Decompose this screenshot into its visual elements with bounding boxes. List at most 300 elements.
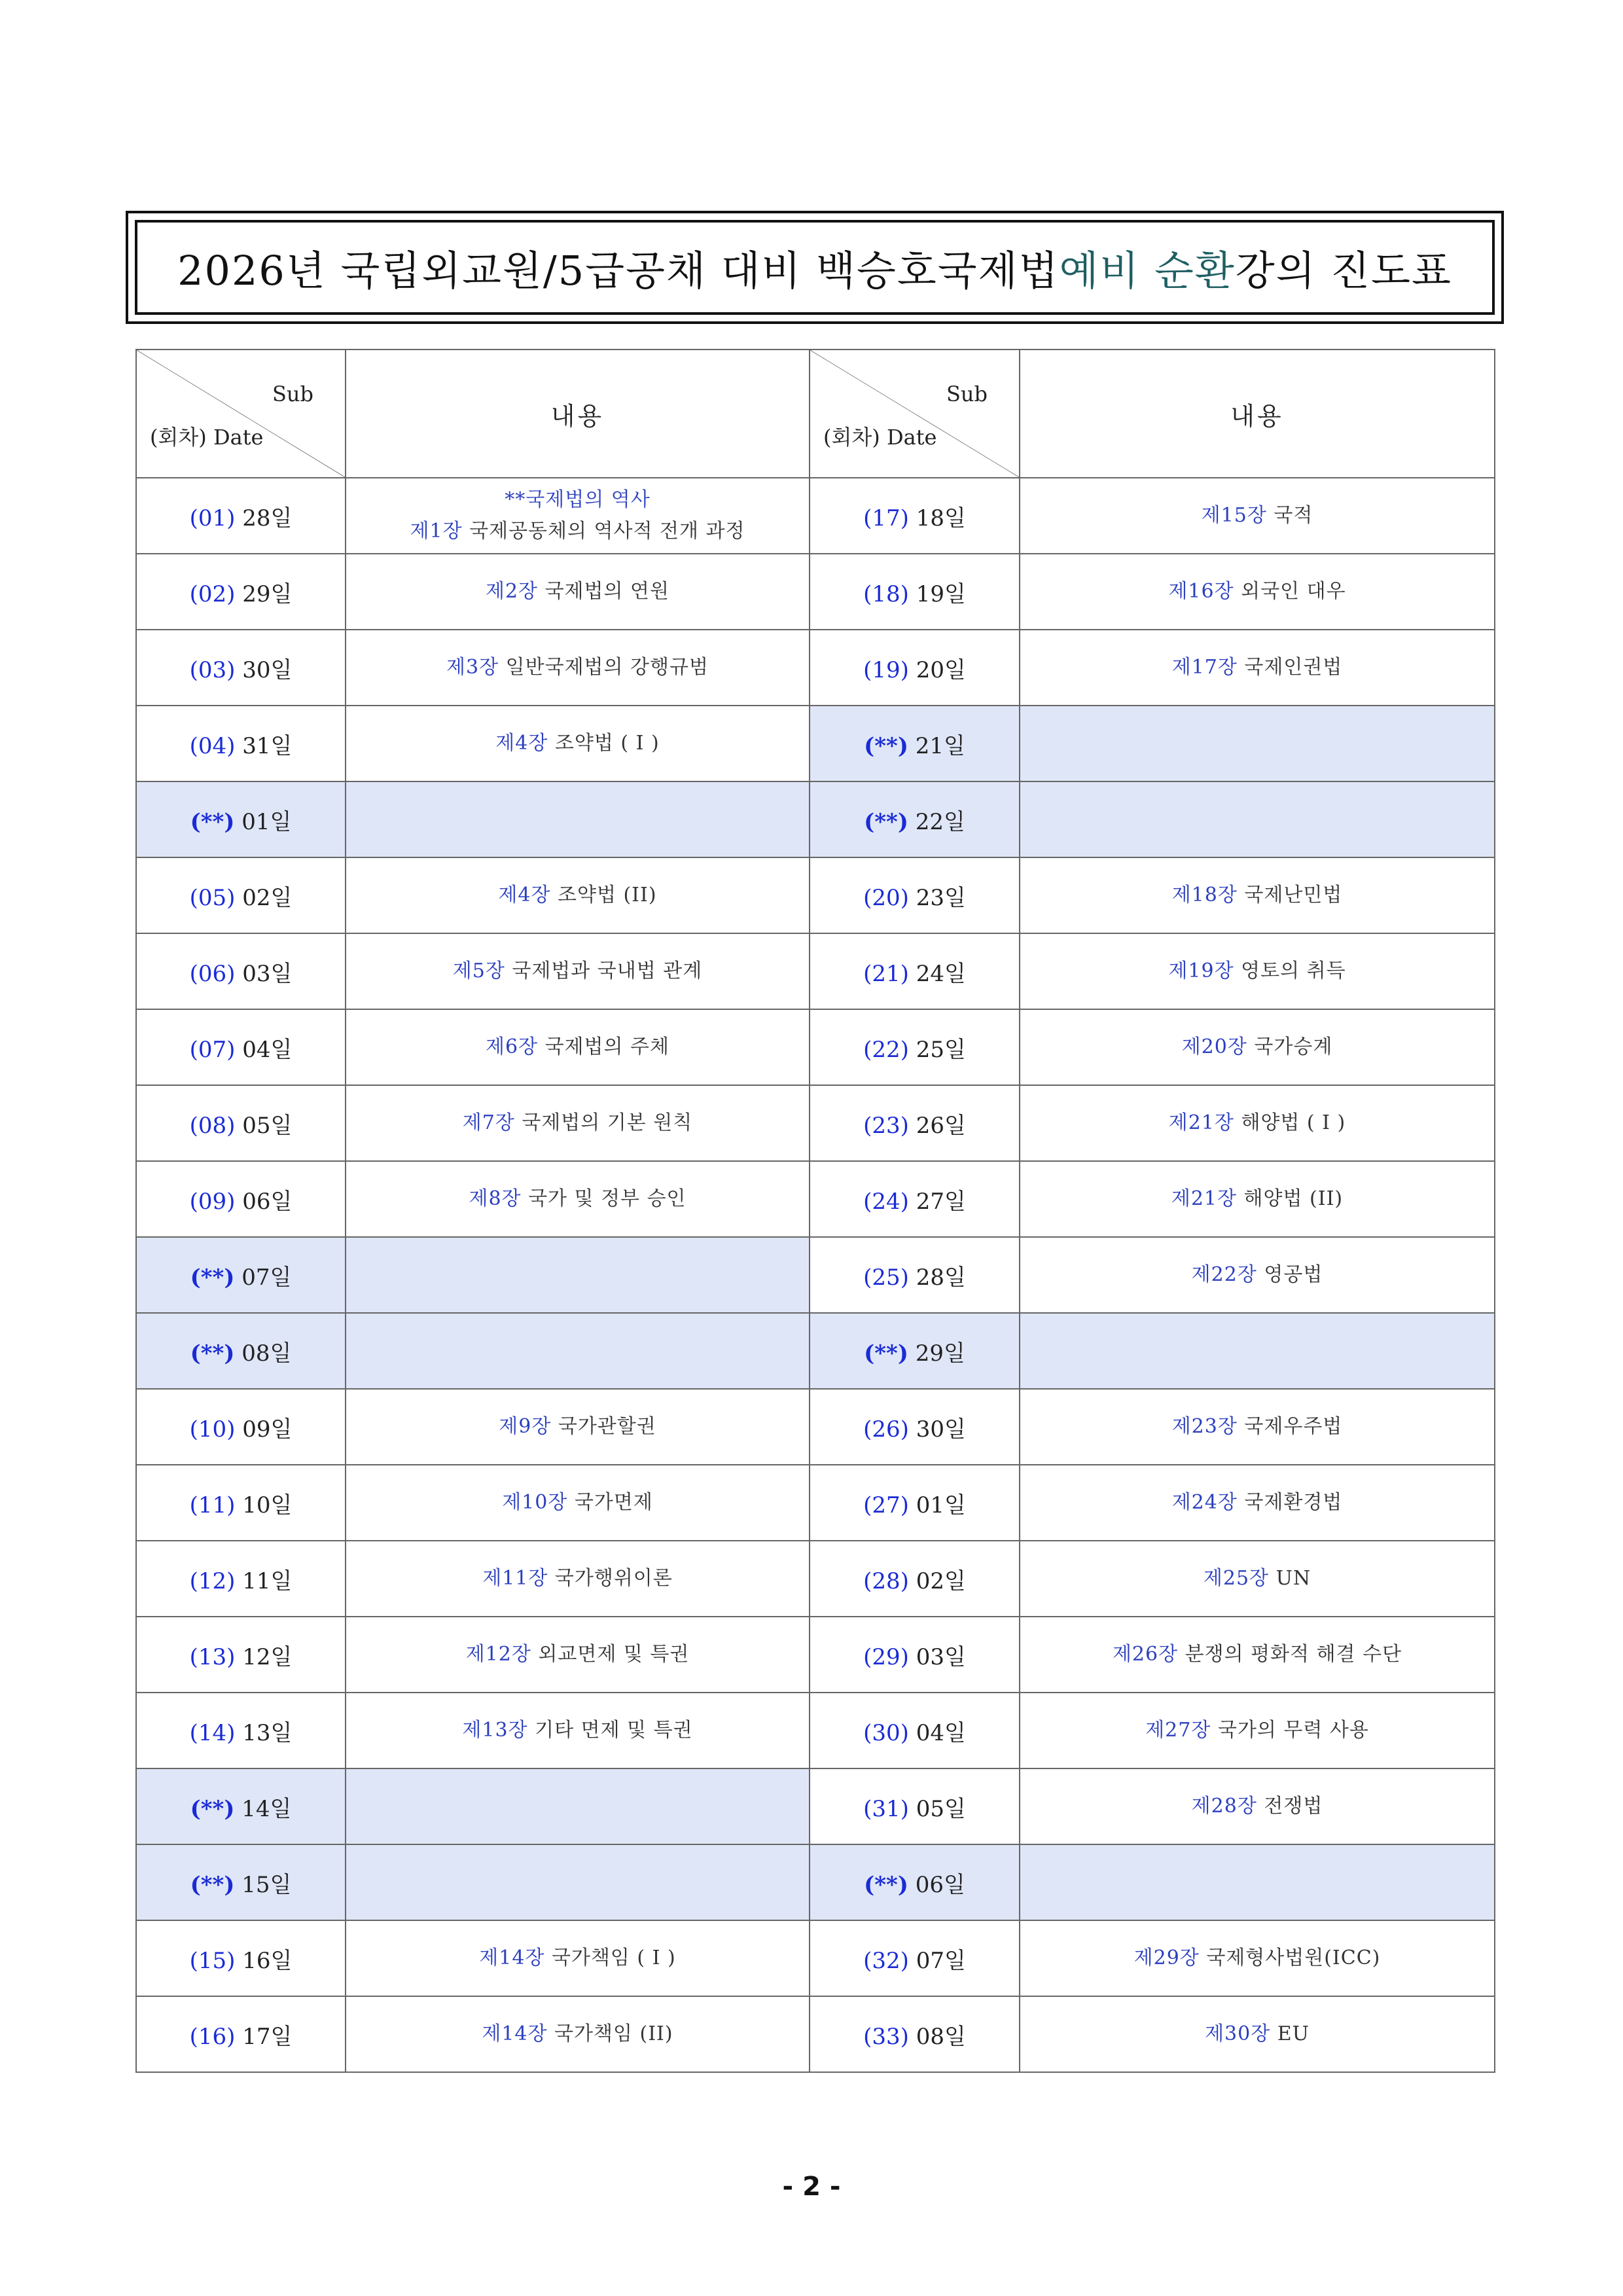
chapter-number: 제18장 <box>1171 884 1238 906</box>
session-number: (05) <box>189 884 236 911</box>
chapter-number: 제1장 <box>410 520 463 543</box>
session-date <box>864 733 965 759</box>
session-day: 10일 <box>242 1492 293 1518</box>
chapter-number: 제26장 <box>1112 1643 1179 1666</box>
title-frame <box>126 211 1504 324</box>
session-content-cell <box>1020 1465 1495 1541</box>
session-content-cell <box>346 1009 810 1085</box>
session-date-cell <box>136 1541 346 1617</box>
session-date-cell <box>810 630 1020 706</box>
session-content-cell <box>1020 554 1495 630</box>
header-sub-label: Sub <box>272 382 313 406</box>
session-content <box>1020 1791 1494 1822</box>
session-content-cell <box>1020 1009 1495 1085</box>
header-date-label: (회차) Date <box>150 425 264 450</box>
session-number: (10) <box>189 1416 236 1443</box>
session-day: 27일 <box>916 1188 966 1215</box>
session-content-cell <box>346 1161 810 1237</box>
table-row <box>136 1237 1495 1313</box>
chapter-number: 제15장 <box>1201 504 1267 527</box>
session-day: 01일 <box>241 808 292 835</box>
chapter-line <box>346 1487 809 1518</box>
session-number: (21) <box>863 960 909 987</box>
session-day: 04일 <box>916 1719 966 1746</box>
header-sub-label: Sub <box>946 382 988 406</box>
chapter-line <box>1020 1259 1494 1291</box>
session-date-cell <box>136 1085 346 1161</box>
section-label: **국제법의 역사 <box>505 488 651 511</box>
session-date-cell <box>810 1465 1020 1541</box>
session-date-cell <box>136 781 346 857</box>
session-day: 26일 <box>916 1112 966 1139</box>
chapter-line <box>346 1563 809 1594</box>
session-date <box>863 885 966 911</box>
session-day: 20일 <box>916 656 966 683</box>
session-day: 13일 <box>242 1719 293 1746</box>
session-date-cell <box>136 554 346 630</box>
session-number: (30) <box>863 1719 909 1746</box>
session-number: (33) <box>863 2023 909 2050</box>
session-date <box>863 1568 966 1594</box>
session-content-cell <box>346 1465 810 1541</box>
session-date-cell <box>136 706 346 781</box>
session-content-cell <box>1020 1161 1495 1237</box>
chapter-line <box>1020 1563 1494 1594</box>
chapter-line <box>1020 576 1494 607</box>
session-content <box>1020 1715 1494 1746</box>
chapter-line <box>1020 1715 1494 1746</box>
chapter-number: 제10장 <box>502 1491 568 1514</box>
chapter-topic: 해양법 (II) <box>1243 1187 1344 1210</box>
chapter-line <box>346 728 809 759</box>
chapter-topic: 영토의 취득 <box>1241 960 1346 982</box>
session-day: 18일 <box>916 505 966 531</box>
schedule-table <box>135 349 1495 2073</box>
session-content <box>346 956 809 987</box>
session-content-cell <box>1020 1541 1495 1617</box>
session-content-cell <box>1020 1237 1495 1313</box>
header-content-label: 내용 <box>550 401 605 431</box>
table-row <box>136 781 1495 857</box>
session-date <box>190 505 293 531</box>
session-day: 05일 <box>242 1112 293 1139</box>
session-day: 21일 <box>915 732 965 759</box>
chapter-number: 제8장 <box>469 1187 522 1210</box>
chapter-topic: 국가승계 <box>1254 1035 1333 1058</box>
session-content-cell <box>1020 1693 1495 1768</box>
chapter-topic: 외교면제 및 특권 <box>538 1643 690 1666</box>
chapter-topic: 영공법 <box>1264 1263 1323 1286</box>
session-day: 08일 <box>241 1340 292 1367</box>
session-content <box>346 728 809 759</box>
session-day: 08일 <box>916 2023 966 2050</box>
session-date <box>863 581 966 607</box>
chapter-topic: 국가책임 (II) <box>554 2022 673 2045</box>
chapter-line <box>1020 1107 1494 1139</box>
session-content-cell <box>1020 1996 1495 2072</box>
session-date <box>190 1872 292 1898</box>
chapter-topic: 국가관할권 <box>558 1415 656 1438</box>
session-content <box>1020 576 1494 607</box>
session-date-cell <box>136 1389 346 1465</box>
session-content <box>346 576 809 607</box>
chapter-line <box>1020 1031 1494 1063</box>
session-day: 04일 <box>242 1036 293 1063</box>
chapter-topic: 국가행위이론 <box>554 1567 673 1590</box>
session-date-cell <box>810 1313 1020 1389</box>
page-title <box>135 220 1495 315</box>
session-number: (**) <box>190 1871 235 1898</box>
session-number: (13) <box>189 1643 236 1670</box>
session-content-cell <box>1020 706 1495 781</box>
chapter-topic: 국제난민법 <box>1244 884 1343 906</box>
session-day: 29일 <box>915 1340 965 1367</box>
session-date <box>863 1189 966 1215</box>
session-number: (15) <box>189 1947 236 1974</box>
header-row <box>136 350 1495 478</box>
session-content-cell <box>1020 1844 1495 1920</box>
session-content-cell <box>346 781 810 857</box>
chapter-number: 제24장 <box>1171 1491 1238 1514</box>
session-content-cell <box>346 933 810 1009</box>
chapter-line <box>1020 1943 1494 1974</box>
session-content <box>346 1411 809 1443</box>
session-content-cell <box>346 1085 810 1161</box>
session-date <box>863 961 966 987</box>
session-date <box>190 2024 293 2050</box>
session-day: 24일 <box>916 960 966 987</box>
session-number: (**) <box>864 732 908 759</box>
session-content <box>1020 652 1494 683</box>
session-number: (32) <box>863 1947 909 1974</box>
chapter-line <box>346 1411 809 1443</box>
chapter-number: 제9장 <box>499 1415 552 1438</box>
chapter-number: 제4장 <box>498 884 551 906</box>
header-date-right <box>810 350 1020 478</box>
session-date-cell <box>810 706 1020 781</box>
session-date <box>190 1720 293 1746</box>
session-number: (20) <box>863 884 909 911</box>
session-number: (12) <box>189 1568 236 1594</box>
session-date-cell <box>810 1085 1020 1161</box>
session-date-cell <box>136 1768 346 1844</box>
chapter-line <box>346 1639 809 1670</box>
session-number: (24) <box>863 1188 909 1215</box>
table-row <box>136 1085 1495 1161</box>
session-content <box>346 1943 809 1974</box>
session-date <box>190 733 293 759</box>
session-date-cell <box>810 933 1020 1009</box>
session-content-cell <box>1020 1085 1495 1161</box>
chapter-number: 제27장 <box>1145 1719 1211 1742</box>
session-date-cell <box>136 1844 346 1920</box>
session-day: 05일 <box>916 1795 966 1822</box>
session-day: 03일 <box>916 1643 966 1670</box>
chapter-line <box>1020 652 1494 683</box>
chapter-line <box>346 956 809 987</box>
session-date <box>190 1037 293 1063</box>
session-date-cell <box>136 857 346 933</box>
chapter-number: 제16장 <box>1168 580 1234 603</box>
session-content-cell <box>1020 1920 1495 1996</box>
session-content <box>1020 1943 1494 1974</box>
session-day: 12일 <box>242 1643 293 1670</box>
session-number: (07) <box>189 1036 236 1063</box>
session-date <box>190 1265 292 1291</box>
session-date <box>190 809 292 835</box>
session-content <box>346 2018 809 2050</box>
session-content-cell <box>346 1920 810 1996</box>
session-content-cell <box>1020 478 1495 554</box>
chapter-line <box>346 1107 809 1139</box>
header-content-left <box>346 350 810 478</box>
session-day: 31일 <box>242 732 293 759</box>
session-content <box>1020 880 1494 911</box>
session-day: 28일 <box>916 1264 966 1291</box>
chapter-topic: 국가의 무력 사용 <box>1217 1719 1369 1742</box>
table-row <box>136 1161 1495 1237</box>
session-content <box>346 1107 809 1139</box>
session-content <box>346 1563 809 1594</box>
session-day: 07일 <box>916 1947 966 1974</box>
session-date-cell <box>810 1844 1020 1920</box>
header-content-label: 내용 <box>1230 401 1284 431</box>
session-content <box>1020 1639 1494 1670</box>
table-row <box>136 1693 1495 1768</box>
session-date <box>863 2024 966 2050</box>
session-content <box>346 1639 809 1670</box>
session-date-cell <box>136 1693 346 1768</box>
session-number: (16) <box>189 2023 236 2050</box>
chapter-topic: 국제법의 연원 <box>544 580 669 603</box>
chapter-topic: 조약법 (II) <box>558 884 657 906</box>
session-number: (03) <box>189 656 236 683</box>
session-date-cell <box>136 478 346 554</box>
table-row <box>136 630 1495 706</box>
session-date <box>863 1037 966 1063</box>
session-day: 19일 <box>916 581 966 607</box>
chapter-topic: 국제우주법 <box>1244 1415 1343 1438</box>
chapter-number: 제7장 <box>462 1111 515 1134</box>
session-content-cell <box>1020 1313 1495 1389</box>
session-number: (19) <box>863 656 909 683</box>
chapter-topic: 국제법과 국내법 관계 <box>512 960 703 982</box>
session-date <box>190 1796 292 1822</box>
session-number: (18) <box>863 581 909 607</box>
chapter-number: 제30장 <box>1205 2022 1271 2045</box>
chapter-number: 제3장 <box>446 656 499 679</box>
session-date-cell <box>136 1009 346 1085</box>
session-date-cell <box>136 630 346 706</box>
session-date-cell <box>810 1617 1020 1693</box>
page-number: - 2 - <box>782 2172 841 2202</box>
session-content <box>1020 1487 1494 1518</box>
session-date <box>864 1340 965 1367</box>
table-row <box>136 857 1495 933</box>
session-date <box>190 1340 292 1367</box>
chapter-number: 제11장 <box>482 1567 548 1590</box>
chapter-line <box>346 1031 809 1063</box>
table-row <box>136 1541 1495 1617</box>
chapter-topic: EU <box>1277 2022 1310 2045</box>
session-date-cell <box>136 1920 346 1996</box>
session-date <box>863 657 966 683</box>
session-date <box>190 581 293 607</box>
title-part2: 강의 진도표 <box>1235 247 1452 295</box>
session-content-cell <box>1020 857 1495 933</box>
session-number: (27) <box>863 1492 909 1518</box>
header-date-label: (회차) Date <box>823 425 937 450</box>
session-day: 28일 <box>242 505 293 531</box>
session-date <box>190 1568 293 1594</box>
session-day: 23일 <box>916 884 966 911</box>
session-date-cell <box>136 1237 346 1313</box>
session-date <box>863 1492 966 1518</box>
session-content <box>1020 1411 1494 1443</box>
session-date <box>863 505 966 531</box>
session-content <box>1020 956 1494 987</box>
session-day: 30일 <box>916 1416 966 1443</box>
session-content-cell <box>346 1844 810 1920</box>
session-date-cell <box>810 478 1020 554</box>
session-content-cell <box>346 478 810 554</box>
session-date-cell <box>810 1920 1020 1996</box>
session-date-cell <box>810 1996 1020 2072</box>
session-date <box>190 657 293 683</box>
session-content <box>1020 1183 1494 1215</box>
session-content-cell <box>1020 933 1495 1009</box>
session-day: 15일 <box>241 1871 292 1898</box>
chapter-topic: 조약법 ( I ) <box>554 732 660 755</box>
session-date-cell <box>136 1465 346 1541</box>
session-content-cell <box>346 1541 810 1617</box>
session-day: 06일 <box>242 1188 293 1215</box>
chapter-line <box>1020 880 1494 911</box>
session-content-cell <box>346 1768 810 1844</box>
session-content-cell <box>346 1389 810 1465</box>
session-content-cell <box>1020 1768 1495 1844</box>
session-date-cell <box>810 554 1020 630</box>
table-row <box>136 1389 1495 1465</box>
chapter-topic: 분쟁의 평화적 해결 수단 <box>1185 1643 1402 1666</box>
session-date <box>864 1872 965 1898</box>
chapter-number: 제23장 <box>1171 1415 1238 1438</box>
session-day: 09일 <box>242 1416 293 1443</box>
session-date <box>190 1492 293 1518</box>
session-number: (01) <box>189 505 236 531</box>
chapter-topic: 국제형사법원(ICC) <box>1206 1946 1381 1969</box>
session-date-cell <box>136 1161 346 1237</box>
chapter-number: 제17장 <box>1171 656 1238 679</box>
session-date-cell <box>810 857 1020 933</box>
chapter-number: 제2장 <box>485 580 539 603</box>
table-row <box>136 1996 1495 2072</box>
chapter-topic: UN <box>1275 1567 1311 1590</box>
chapter-line <box>346 1715 809 1746</box>
chapter-line <box>1020 1411 1494 1443</box>
header-content-right <box>1020 350 1495 478</box>
session-day: 11일 <box>242 1568 293 1594</box>
session-content <box>1020 1563 1494 1594</box>
chapter-line <box>1020 1487 1494 1518</box>
session-date <box>190 1189 293 1215</box>
session-day: 25일 <box>916 1036 966 1063</box>
session-day: 14일 <box>241 1795 292 1822</box>
session-number: (**) <box>864 1871 908 1898</box>
session-date <box>190 1948 293 1974</box>
session-content <box>346 880 809 911</box>
chapter-line <box>346 652 809 683</box>
chapter-number: 제21장 <box>1168 1111 1234 1134</box>
session-number: (04) <box>189 732 236 759</box>
chapter-topic: 국가책임 ( I ) <box>551 1946 676 1969</box>
session-content-cell <box>1020 781 1495 857</box>
chapter-number: 제20장 <box>1181 1035 1247 1058</box>
session-date <box>863 1720 966 1746</box>
session-content-cell <box>346 1237 810 1313</box>
session-day: 30일 <box>242 656 293 683</box>
session-date-cell <box>136 933 346 1009</box>
table-row <box>136 1920 1495 1996</box>
session-day: 29일 <box>242 581 293 607</box>
session-content <box>1020 2018 1494 2050</box>
session-date <box>190 961 293 987</box>
session-date <box>863 1416 966 1443</box>
chapter-number: 제14장 <box>479 1946 545 1969</box>
session-date-cell <box>810 1389 1020 1465</box>
session-number: (**) <box>190 1340 235 1367</box>
chapter-line <box>1020 1791 1494 1822</box>
chapter-number: 제19장 <box>1168 960 1234 982</box>
chapter-topic: 외국인 대우 <box>1241 580 1346 603</box>
session-number: (14) <box>189 1719 236 1746</box>
chapter-line <box>346 1183 809 1215</box>
chapter-number: 제22장 <box>1191 1263 1257 1286</box>
session-date-cell <box>810 1237 1020 1313</box>
session-number: (17) <box>863 505 909 531</box>
session-content <box>1020 1259 1494 1291</box>
session-number: (02) <box>189 581 236 607</box>
session-number: (22) <box>863 1036 909 1063</box>
chapter-number: 제21장 <box>1171 1187 1237 1210</box>
session-content <box>346 1183 809 1215</box>
chapter-topic: 국가면제 <box>574 1491 653 1514</box>
session-day: 02일 <box>242 884 293 911</box>
session-day: 17일 <box>242 2023 293 2050</box>
table-row <box>136 1465 1495 1541</box>
session-content-cell <box>346 554 810 630</box>
session-number: (25) <box>863 1264 909 1291</box>
chapter-topic: 국제법의 기본 원칙 <box>522 1111 693 1134</box>
session-day: 01일 <box>916 1492 966 1518</box>
table-row <box>136 1617 1495 1693</box>
session-date <box>863 1113 966 1139</box>
session-date <box>863 1644 966 1670</box>
session-content-cell <box>346 1693 810 1768</box>
session-number: (29) <box>863 1643 909 1670</box>
session-content-cell <box>346 1996 810 2072</box>
session-number: (**) <box>864 808 908 835</box>
table-row <box>136 1313 1495 1389</box>
session-number: (**) <box>190 808 235 835</box>
chapter-number: 제6장 <box>485 1035 539 1058</box>
session-date <box>190 1113 293 1139</box>
session-date <box>190 885 293 911</box>
header-date-left <box>136 350 346 478</box>
chapter-topic: 일반국제법의 강행규범 <box>505 656 709 679</box>
session-day: 16일 <box>242 1947 293 1974</box>
chapter-line <box>346 1943 809 1974</box>
